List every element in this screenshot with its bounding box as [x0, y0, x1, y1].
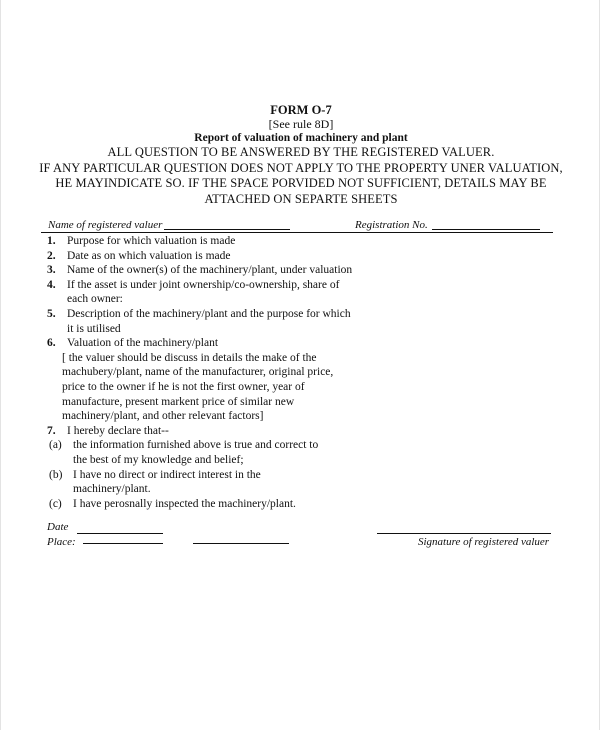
- instruction-line: IF ANY PARTICULAR QUESTION DOES NOT APPLY TO THE PROPERTY UNER VALUATION,: [39, 160, 563, 175]
- instruction-line: ALL QUESTION TO BE ANSWERED BY THE REGISTERED VALUER.: [107, 145, 495, 159]
- item-text: Valuation of the machinery/plant: [67, 337, 219, 350]
- declaration-text: the information furnished above is true and correct to: [73, 439, 319, 452]
- item-text: each owner:: [67, 293, 123, 306]
- item-text: Name of the owner(s) of the machinery/plant, under valuation: [67, 264, 353, 277]
- valuer-name-label: Name of registered valuer: [48, 219, 163, 231]
- declaration-item: [47, 468, 367, 497]
- list-item: [47, 234, 367, 249]
- declaration-letter: (c): [49, 497, 62, 510]
- item-text: Date as on which valuation is made: [67, 249, 231, 262]
- declaration-letter: (b): [49, 468, 63, 481]
- item-note: price to the owner if he is not the first owner, year of: [62, 380, 305, 393]
- item-text: If the asset is under joint ownership/co-ownership, share of: [67, 278, 340, 291]
- item-note: machinery/plant, and other relevant factors]: [62, 410, 264, 423]
- item-text: I hereby declare that--: [67, 424, 169, 437]
- instruction-line: HE MAYINDICATE SO. IF THE SPACE PORVIDED NOT SUFFICIENT, DETAILS MAY BE: [55, 176, 547, 190]
- item-text: Description of the machinery/plant and the purpose for which: [67, 307, 351, 320]
- item-number: 5.: [47, 307, 56, 320]
- declaration-item: [47, 497, 367, 512]
- signature-label: Signature of registered valuer: [418, 536, 550, 548]
- list-item: [47, 336, 367, 424]
- instruction-line: ATTACHED ON SEPARTE SHEETS: [204, 191, 398, 206]
- place-line[interactable]: [83, 543, 163, 544]
- item-note: manufacture, present markent price of similar new: [62, 395, 295, 408]
- item-number: 1.: [47, 235, 56, 247]
- declaration-text: machinery/plant.: [73, 483, 151, 496]
- declaration-letter: (a): [49, 439, 62, 452]
- signature-line[interactable]: [377, 533, 551, 534]
- question-list: [47, 234, 367, 511]
- item-number: 3.: [47, 264, 56, 277]
- header-divider: [41, 232, 553, 233]
- declaration-text: I have no direct or indirect interest in the: [73, 468, 261, 481]
- form-rule: [See rule 8D]: [268, 117, 334, 131]
- item-number: 4.: [47, 278, 56, 291]
- report-title: Report of valuation of machinery and plant: [194, 132, 408, 144]
- list-item: [47, 278, 367, 307]
- registration-label: Registration No.: [355, 219, 428, 231]
- item-text: Purpose for which valuation is made: [67, 235, 236, 247]
- registration-field[interactable]: [355, 219, 540, 231]
- list-item: [47, 424, 367, 439]
- valuer-header-row: [41, 219, 553, 233]
- declaration-item: [47, 438, 367, 467]
- registration-line: [432, 229, 540, 230]
- valuer-name-line: [164, 229, 290, 230]
- item-text: it is utilised: [67, 322, 121, 335]
- item-note: machubery/plant, name of the manufacturer, original price,: [62, 366, 334, 379]
- item-number: 2.: [47, 249, 56, 262]
- item-note: [ the valuer should be discuss in details the make of the: [62, 351, 317, 364]
- form-header: [1, 103, 600, 207]
- form-title: FORM O-7: [270, 103, 332, 117]
- declaration-text: the best of my knowledge and belief;: [73, 453, 244, 466]
- date-label: Date: [47, 521, 69, 533]
- declaration-text: I have perosnally inspected the machinery/plant.: [73, 497, 296, 510]
- list-item: [47, 263, 367, 278]
- list-item: [47, 249, 367, 264]
- list-item: [47, 307, 367, 336]
- item-number: 7.: [47, 424, 56, 437]
- place-label: Place:: [47, 536, 76, 548]
- valuer-name-field[interactable]: [48, 219, 290, 231]
- item-number: 6.: [47, 337, 56, 350]
- date-line[interactable]: [77, 533, 163, 534]
- place-line-extra[interactable]: [193, 543, 289, 544]
